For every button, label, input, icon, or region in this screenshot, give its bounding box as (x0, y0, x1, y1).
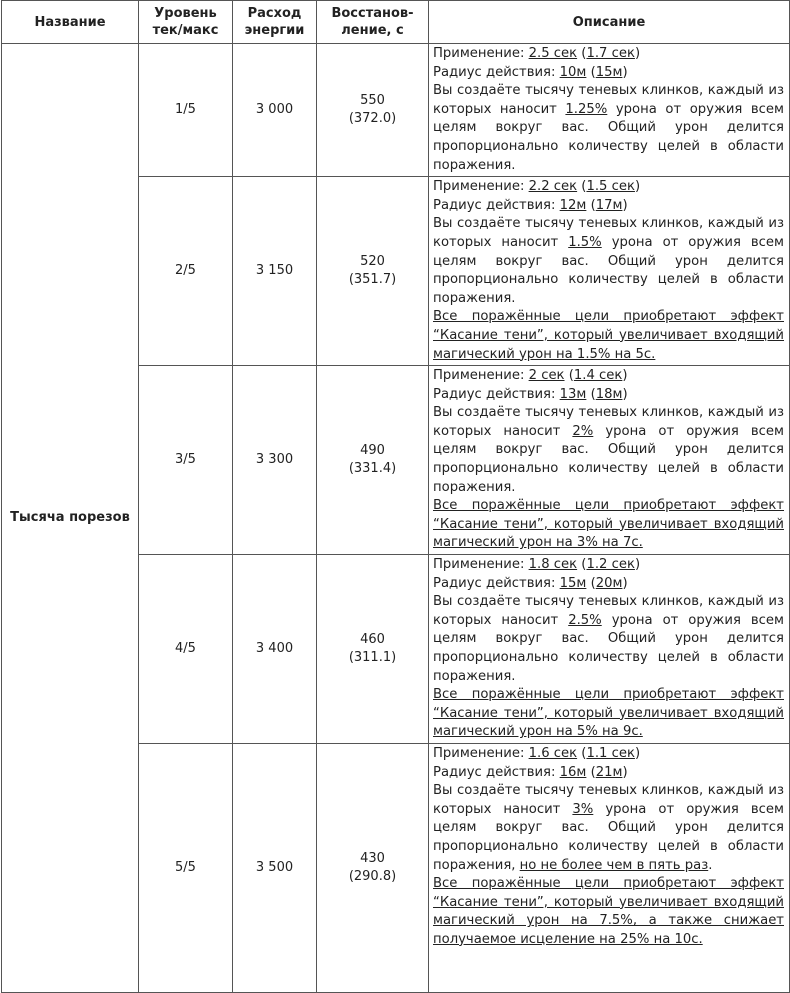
radius-alt-value: 21м (595, 764, 623, 780)
description-text: Вы создаёте тысячу теневых клинков, каждый из которых наносит 3% урона от оружия всем целям вокруг вас. Общий урон делится пропорционально количеству целей в области поражения, но не более чем в пять раз. (433, 783, 784, 873)
cooldown-cell (317, 44, 429, 177)
radius-line: Радиус действия: 15м (20м) (433, 575, 628, 591)
use-alt-value: 1.4 сек (573, 368, 623, 384)
damage-value: 1.25% (565, 101, 608, 117)
use-alt-value: 1.1 сек (586, 745, 635, 761)
energy-cell: 3 000 (233, 44, 317, 177)
description-text (433, 593, 784, 686)
header-level: Уровень тек/макс (139, 1, 233, 44)
cooldown-cell (317, 177, 429, 366)
radius-line: Радиус действия: 12м (17м) (433, 197, 628, 213)
radius-value: 13м (559, 386, 587, 402)
description-part-2: урона от оружия всем целям вокруг вас. Общий урон делится пропорционально количеству целей в области поражения, (433, 801, 784, 873)
description-part-2: урона от оружия всем целям вокруг вас. Общий урон делится пропорционально количеству целей в области поражения. (433, 101, 784, 173)
cooldown-alt-value: (311.1) (348, 650, 397, 665)
cooldown-value: 550 (360, 93, 385, 109)
description-part-2: урона от оружия всем целям вокруг вас. Общий урон делится пропорционально количеству целей в области поражения. (433, 423, 784, 495)
header-description: Описание (429, 1, 790, 44)
radius-label: Радиус действия: (433, 386, 556, 402)
radius-alt-value: 18м (595, 386, 623, 402)
use-line: Применение: 1.6 сек (1.1 сек) (433, 745, 641, 761)
effect-text: Все поражённые цели приобретают эффект “Касание тени”, который увеличивает входящий магический урон на 1.5% на 5с. (433, 309, 784, 362)
table-row (2, 44, 790, 177)
use-line: Применение: 2.5 сек (1.7 сек) (433, 46, 641, 61)
cooldown-alt-value: (331.4) (348, 461, 397, 477)
use-value: 2.2 сек (528, 179, 578, 195)
header-name: Название (2, 1, 139, 44)
use-line: Применение: 1.8 сек (1.2 сек) (433, 557, 641, 573)
radius-label: Радиус действия: (433, 764, 556, 780)
use-alt-value: 1.7 сек (586, 46, 635, 61)
description-part-1: Вы создаёте тысячу теневых клинков, каждый из которых наносит (433, 405, 784, 439)
description-part-2: урона от оружия всем целям вокруг вас. Общий урон делится пропорционально количеству целей в области поражения. (433, 612, 784, 684)
description-cell (429, 743, 790, 992)
description-extra: но не более чем в пять раз (519, 857, 709, 873)
cooldown-value: 520 (360, 254, 385, 270)
cooldown-value: 430 (360, 850, 385, 866)
description-part-1: Вы создаёте тысячу теневых клинков, каждый из которых наносит (433, 216, 784, 250)
use-alt-value: 1.5 сек (586, 179, 635, 195)
radius-alt-value: 20м (595, 575, 623, 591)
header-row (2, 1, 790, 44)
cooldown-alt-value: (290.8) (348, 868, 397, 884)
level-cell: 4/5 (139, 555, 233, 744)
use-label: Применение: (433, 368, 525, 384)
use-label: Применение: (433, 46, 525, 61)
energy-cell: 3 500 (233, 743, 317, 992)
effect-text: Все поражённые цели приобретают эффект “Касание тени”, который увеличивает входящий магический урон на 5% на 9с. (433, 687, 784, 740)
description-part-2: урона от оружия всем целям вокруг вас. Общий урон делится пропорционально количеству целей в области поражения. (433, 234, 784, 306)
radius-alt-value: 15м (595, 64, 623, 80)
description-cell (429, 177, 790, 366)
description-cell (429, 44, 790, 177)
use-label: Применение: (433, 179, 525, 195)
effect-text: Все поражённые цели приобретают эффект “Касание тени”, который увеличивает входящий магический урон на 3% на 7с. (433, 498, 784, 551)
cooldown-value: 490 (360, 443, 385, 459)
description-text (433, 215, 784, 308)
cooldown-alt-value: (351.7) (348, 272, 397, 288)
use-line: Применение: 2.2 сек (1.5 сек) (433, 179, 641, 195)
skill-table (1, 0, 790, 993)
radius-value: 16м (559, 764, 587, 780)
radius-value: 12м (559, 197, 587, 213)
skill-name: Тысяча порезов (2, 44, 139, 993)
level-cell: 3/5 (139, 366, 233, 555)
radius-label: Радиус действия: (433, 197, 556, 213)
description-cell (429, 366, 790, 555)
description-part-1: Вы создаёте тысячу теневых клинков, каждый из которых наносит (433, 594, 784, 628)
cooldown-cell (317, 743, 429, 992)
radius-alt-value: 17м (595, 197, 623, 213)
energy-cell: 3 300 (233, 366, 317, 555)
cooldown-cell (317, 555, 429, 744)
description-part-1: Вы создаёте тысячу теневых клинков, каждый из которых наносит (433, 83, 784, 117)
damage-value: 2.5% (568, 612, 602, 628)
cooldown-alt-value: (372.0) (348, 111, 397, 127)
header-energy: Расход энергии (233, 1, 317, 44)
description-cell (429, 555, 790, 744)
use-value: 2.5 сек (528, 46, 578, 61)
radius-line: Радиус действия: 10м (15м) (433, 64, 628, 80)
use-alt-value: 1.2 сек (586, 557, 635, 573)
use-value: 1.6 сек (528, 745, 578, 761)
damage-value: 3% (572, 801, 594, 817)
use-line: Применение: 2 сек (1.4 сек) (433, 368, 628, 384)
use-label: Применение: (433, 557, 525, 573)
radius-line: Радиус действия: 16м (21м) (433, 764, 628, 780)
energy-cell: 3 400 (233, 555, 317, 744)
use-value: 1.8 сек (528, 557, 578, 573)
cooldown-value: 460 (360, 632, 385, 647)
radius-label: Радиус действия: (433, 575, 556, 591)
radius-line: Радиус действия: 13м (18м) (433, 386, 628, 402)
cooldown-cell (317, 366, 429, 555)
level-cell: 5/5 (139, 743, 233, 992)
radius-value: 10м (559, 64, 587, 80)
damage-value: 2% (572, 423, 594, 439)
energy-cell: 3 150 (233, 177, 317, 366)
use-value: 2 сек (528, 368, 565, 384)
description-part-1: Вы создаёте тысячу теневых клинков, каждый из которых наносит (433, 783, 784, 817)
level-cell: 2/5 (139, 177, 233, 366)
radius-value: 15м (559, 575, 587, 591)
level-cell: 1/5 (139, 44, 233, 177)
description-text (433, 404, 784, 497)
use-label: Применение: (433, 745, 525, 761)
description-text (433, 82, 784, 175)
header-cooldown: Восстанов-ление, с (317, 1, 429, 44)
effect-text: Все поражённые цели приобретают эффект “Касание тени”, который увеличивает входящий магический урон на 7.5%, а также снижает получаемое исцеление на 25% на 10с. (433, 876, 784, 947)
radius-label: Радиус действия: (433, 64, 556, 80)
damage-value: 1.5% (568, 234, 602, 250)
